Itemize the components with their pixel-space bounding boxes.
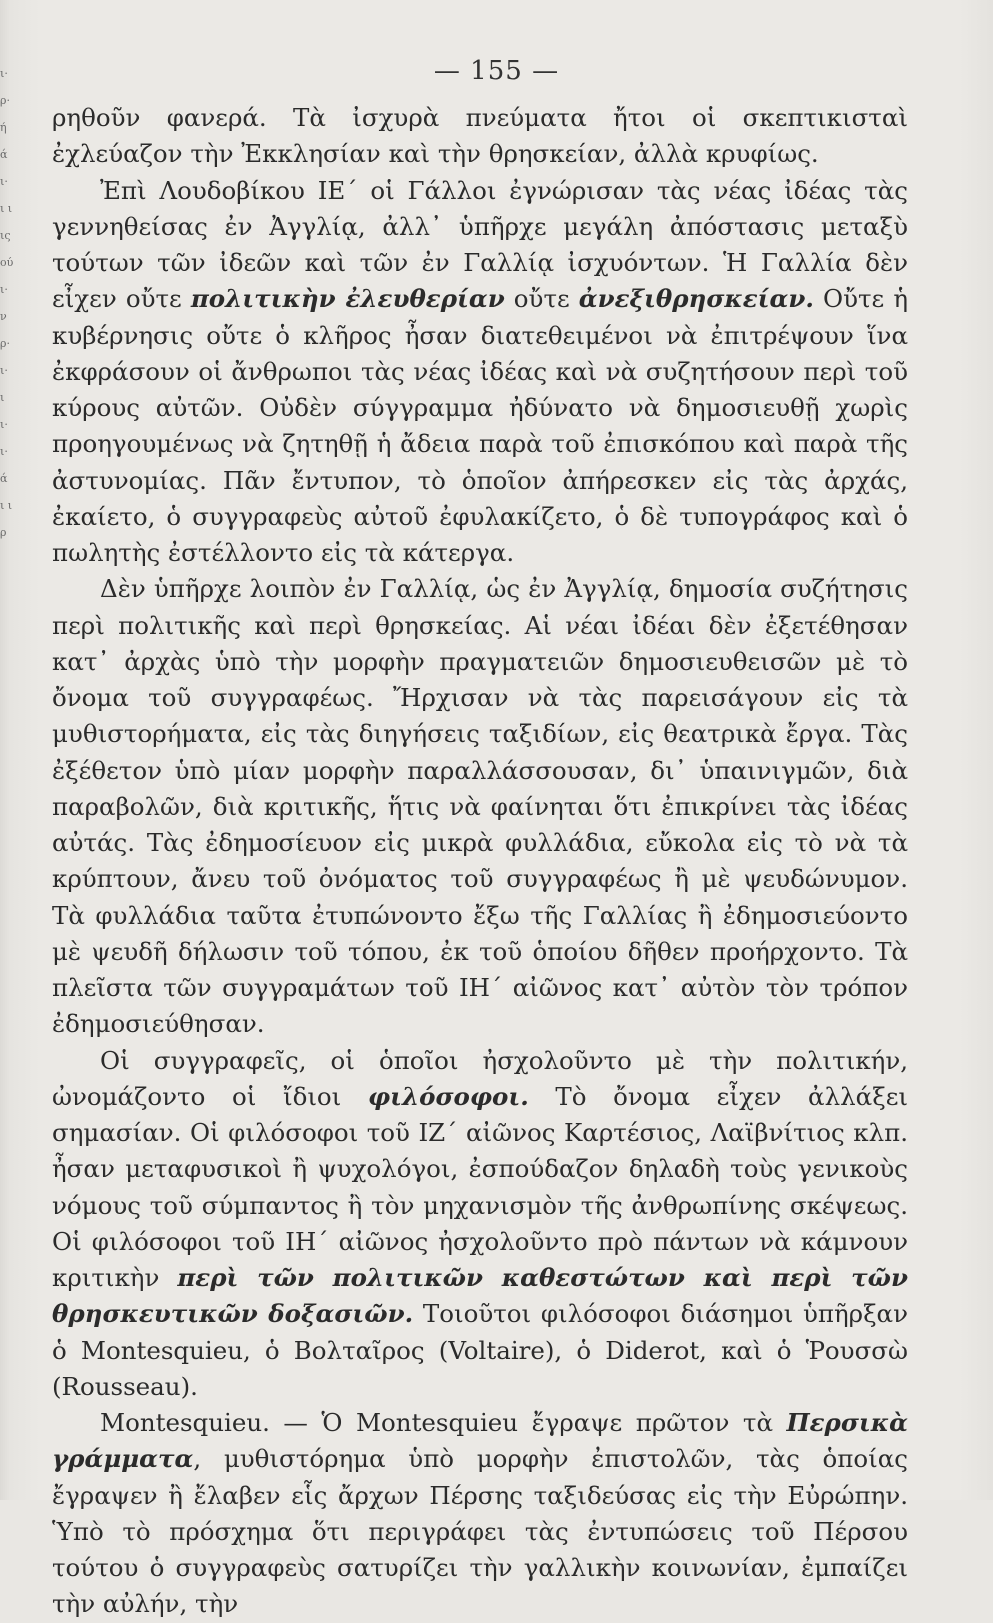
emphasis-text: ἀνεξιθρησκείαν. [578,284,814,314]
body-text [52,100,908,1623]
text-run: Οἱ συγγραφεῖς, οἱ ὁποῖοι ἠσχολοῦντο μὲ τὴν πολιτικήν, ὠνομάζοντο οἱ ἴδιοι [52,1045,908,1111]
paragraph [52,571,908,1042]
paragraph [52,100,908,173]
page-number: — 155 — [433,56,560,86]
text-run: ρηθοῦν φανερά. Τὰ ἰσχυρὰ πνεύματα ἤτοι οἱ σκεπτικισταὶ ἐχλεύαζον τὴν Ἐκκλησίαν καὶ τὴν θρησκείαν, ἀλλὰ κρυφίως. [52,103,908,169]
emphasis-text: Περσικὰ γράμματα [52,1408,908,1474]
text-run: Δὲν ὑπῆρχε λοιπὸν ἐν Γαλλίᾳ, ὡς ἐν Ἀγγλίᾳ, δημοσία συζήτησις περὶ πολιτικῆς καὶ περὶ θρησκείας. Αἱ νέαι ἰδέαι δὲν ἐξετέθησαν κατ᾽ ἀρχὰς ὑπὸ τὴν μορφὴν πραγματειῶν δημοσιευθεισῶν μὲ τὸ ὄνομα τοῦ συγγραφέως. Ἤρχισαν νὰ τὰς παρεισάγουν εἰς τὰ μυθιστορήματα, εἰς τὰς διηγήσεις ταξιδίων, εἰς θεατρικὰ ἔργα. Τὰς ἐξέθετον ὑπὸ μίαν μορφὴν παραλλάσσουσαν, δι᾽ ὑπαινιγμῶν, διὰ παραβολῶν, διὰ κριτικῆς, ἥτις νὰ φαίνηται ὅτι ἐπικρίνει τὰς ἰδέας αὐτάς. Τὰς ἐδημοσίευον εἰς μικρὰ φυλλάδια, εὔκολα εἰς τὸ νὰ τὰ κρύπτουν, ἄνευ τοῦ ὀνόματος τοῦ συγγραφέως ἢ μὲ ψευδώνυμον. Τὰ φυλλάδια ταῦτα ἐτυπώνοντο ἔξω τῆς Γαλλίας ἢ ἐδημοσιεύοντο μὲ ψευδῆ δήλωσιν τοῦ τόπου, ἐκ τοῦ ὁποίου δῆθεν προήρχοντο. Τὰ πλεῖστα τῶν συγγραμάτων τοῦ ΙΗ΄ αἰῶνος κατ᾽ αὐτὸν τὸν τρόπον ἐδημοσιεύθησαν. [52,574,908,1039]
text-run: Οὔτε ἡ κυβέρνησις οὔτε ὁ κλῆρος ἦσαν διατεθειμένοι νὰ ἐπιτρέψουν ἵνα ἐκφράσουν οἱ ἄνθρωποι τὰς νέας ἰδέας καὶ νὰ συζητήσουν περὶ τοῦ κύρους αὐτῶν. Οὐδὲν σύγγραμμα ἠδύνατο νὰ δημοσιευθῇ χωρὶς προηγουμένως νὰ ζητηθῇ ἡ ἄδεια παρὰ τοῦ ἐπισκόπου καὶ παρὰ τῆς ἀστυνομίας. Πᾶν ἔντυπον, τὸ ὁποῖον ἀπήρεσκεν εἰς τὰς ἀρχάς, ἐκαίετο, ὁ συγγραφεὺς αὐτοῦ ἐφυλακίζετο, ὁ δὲ τυπογράφος καὶ ὁ πωλητὴς ἐστέλλοντο εἰς τὰ κάτεργα. [52,284,909,567]
emphasis-text: φιλόσοφοι. [367,1081,529,1111]
text-run: , μυθιστόρημα ὑπὸ μορφὴν ἐπιστολῶν, τὰς ὁποίας ἔγραψεν ἢ ἔλαβεν εἷς ἄρχων Πέρσης ταξιδεύσας εἰς τὴν Εὐρώπην. Ὑπὸ τὸ πρόσχημα ὅτι περιγράφει τὰς ἐντυπώσεις τοῦ Πέρσου τούτου ὁ συγγραφεὺς σατυρίζει τὴν γαλλικὴν κοινωνίαν, ἐμπαίζει τὴν αὐλήν, τὴν [52,1444,908,1619]
text-run: οὔτε [504,284,579,314]
text-run: Ἐπὶ Λουδοβίκου ΙΕ΄ οἱ Γάλλοι ἐγνώρισαν τὰς νέας ἰδέας τὰς γεννηθείσας ἐν Ἀγγλίᾳ, ἀλλ᾽ ὑπῆρχε μεγάλη ἀπόστασις μεταξὺ τούτων τῶν ἰδεῶν καὶ τῶν ἐν Γαλλίᾳ ἰσχυόντων. Ἡ Γαλλία δὲν εἶχεν οὔτε [52,175,908,314]
paragraph [52,173,908,572]
text-run: Montesquieu. — Ὁ Montesquieu ἔγραψε πρῶτον τὰ [100,1408,787,1437]
emphasis-text: περὶ τῶν πολιτικῶν καθεστώτων καὶ περὶ τῶν θρησκευτικῶν δοξασιῶν. [52,1263,908,1329]
paragraph [52,1405,908,1623]
paragraph [52,1043,908,1406]
emphasis-text: πολιτικὴν ἐλευθερίαν [190,284,505,314]
gutter-bleed-through: ι· ρ· ή ά ι· ι ι ις ού ι· ν ρ· ι· ι ι· ι· ά ι ι ρ [0,67,14,539]
text-run: Τὸ ὄνομα εἶχεν ἀλλάξει σημασίαν. Οἱ φιλόσοφοι τοῦ ΙΖ΄ αἰῶνος Καρτέσιος, Λαϊβνίτιος κλπ. ἦσαν μεταφυσικοὶ ἢ ψυχολόγοι, ἐσπούδαζον δηλαδὴ τοὺς γενικοὺς νόμους τοῦ σύμπαντος ἢ τὸν μηχανισμὸν τῆς ἀνθρωπίνης σκέψεως. Οἱ φιλόσοφοι τοῦ ΙΗ΄ αἰῶνος ἠσχολοῦντο πρὸ πάντων νὰ κάμνουν κριτικὴν [52,1081,908,1292]
text-run: Τοιοῦτοι φιλόσοφοι διάσημοι ὑπῆρξαν ὁ Montesquieu, ὁ Βολταῖρος (Voltaire), ὁ Diderot, καὶ ὁ Ῥουσσὼ (Rousseau). [52,1299,908,1401]
